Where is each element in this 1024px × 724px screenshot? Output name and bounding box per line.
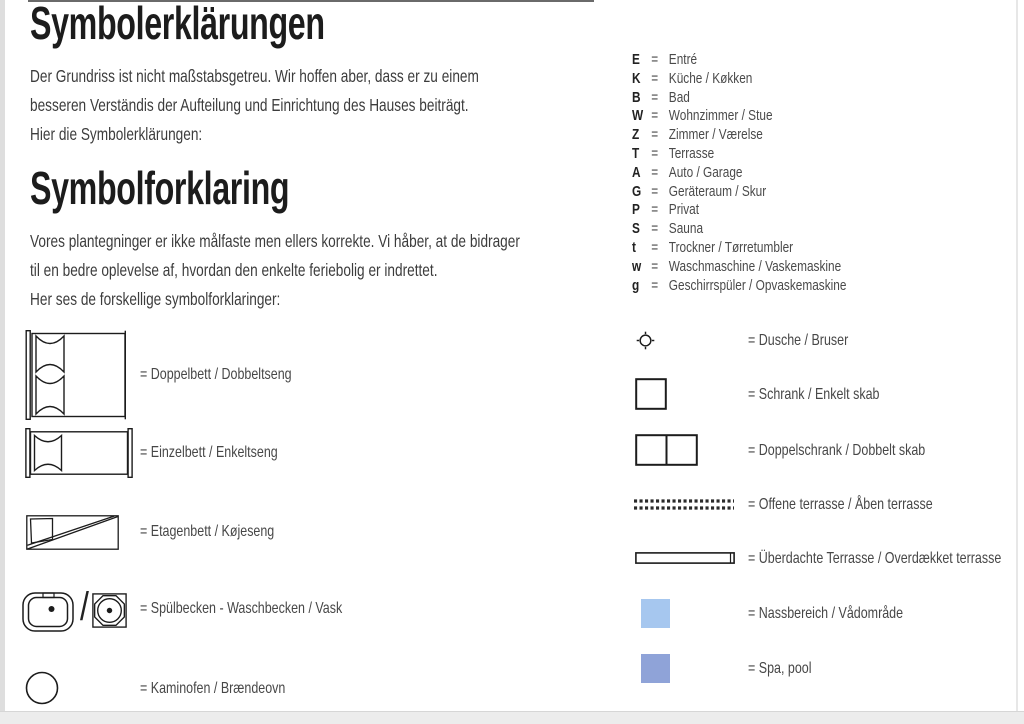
single-cabinet-label: = Schrank / Enkelt skab: [748, 386, 880, 403]
single-bed-icon: [24, 428, 134, 478]
equals-sign: =: [651, 52, 659, 68]
code-label: Terrasse: [668, 145, 715, 162]
intro-german: [30, 62, 605, 149]
code-letter: A: [632, 164, 641, 181]
code-letter: B: [632, 89, 641, 106]
equals-sign: =: [651, 277, 659, 294]
code-label: Geschirrspüler / Opvaskemaskine: [668, 277, 847, 294]
code-letter: w: [632, 258, 642, 275]
single-bed-label: = Einzelbett / Enkeltseng: [140, 444, 278, 461]
page-bottom-edge: [0, 711, 1024, 724]
code-letter: Z: [632, 127, 640, 144]
code-label: Trockner / Tørretumbler: [668, 239, 794, 256]
spa-pool-icon: [641, 654, 670, 683]
letter-code-row: [632, 164, 846, 183]
title-danish-text: Symbolforklaring: [30, 162, 290, 214]
page-right-edge: [1016, 0, 1018, 711]
sink-label: = Spülbecken - Waschbecken / Vask: [140, 600, 343, 617]
shower-label: = Dusche / Bruser: [748, 332, 849, 349]
wood-stove-label: = Kaminofen / Brændeovn: [140, 680, 286, 697]
covered-terrace-label: = Überdachte Terrasse / Overdækket terrasse: [748, 550, 1002, 567]
wet-area-icon: [641, 599, 670, 628]
double-cabinet-label: = Doppelschrank / Dobbelt skab: [748, 442, 926, 459]
letter-code-row: [632, 145, 846, 164]
intro-german-line1: Der Grundriss ist nicht maßstabsgetreu. Wir hoffen aber, dass er zu einem: [30, 66, 479, 86]
letter-code-row: [632, 107, 846, 126]
code-label: Bad: [668, 89, 690, 106]
intro-danish-line1: Vores plantegninger er ikke målfaste men ellers korrekte. Vi håber, at de bidrager: [30, 231, 520, 251]
intro-german-line3: Hier die Symbolerklärungen:: [30, 124, 203, 144]
equals-sign: =: [651, 239, 659, 256]
equals-sign: =: [651, 145, 659, 162]
double-cabinet-icon: [635, 434, 698, 466]
code-label: Küche / Køkken: [668, 70, 753, 87]
slash-separator: /: [80, 585, 89, 629]
letter-code-row: [632, 89, 846, 108]
letter-code-row: [632, 126, 846, 145]
letter-code-row: [632, 220, 846, 239]
open-terrace-icon: [634, 498, 734, 511]
equals-sign: =: [651, 89, 659, 106]
letter-code-row: [632, 239, 846, 258]
code-letter: K: [632, 70, 641, 87]
open-terrace-label: = Offene terrasse / Åben terrasse: [748, 496, 933, 513]
washbasin-icon: [92, 593, 127, 628]
wet-area-label: = Nassbereich / Vådområde: [748, 605, 904, 622]
intro-danish-line3: Her ses de forskellige symbolforklaringer:: [30, 289, 281, 309]
title-german-text: Symbolerklärungen: [30, 0, 325, 49]
letter-code-row: [632, 277, 846, 296]
letter-code-row: [632, 70, 846, 89]
code-label: Auto / Garage: [668, 164, 743, 181]
equals-sign: =: [651, 164, 659, 181]
letter-code-row: [632, 183, 846, 202]
equals-sign: =: [651, 202, 659, 219]
kitchen-sink-icon: [22, 589, 75, 632]
letter-code-row: [632, 258, 846, 277]
equals-sign: =: [651, 183, 659, 200]
code-label: Wohnzimmer / Stue: [668, 108, 773, 125]
code-letter: W: [632, 108, 644, 125]
code-letter: E: [632, 52, 640, 68]
wood-stove-icon: [25, 671, 59, 705]
letter-code-row: [632, 201, 846, 220]
page-left-edge: [0, 0, 5, 724]
double-bed-label: = Doppelbett / Dobbeltseng: [140, 366, 292, 383]
code-letter: t: [632, 239, 636, 256]
letter-code-list: [632, 51, 846, 295]
code-label: Geräteraum / Skur: [668, 183, 767, 200]
code-letter: S: [632, 221, 640, 238]
equals-sign: =: [651, 221, 659, 238]
intro-danish-line2: til en bedre oplevelse af, hvordan den enkelte feriebolig er indrettet.: [30, 260, 438, 280]
equals-sign: =: [651, 127, 659, 144]
code-label: Waschmaschine / Vaskemaskine: [668, 258, 842, 275]
title-danish: [30, 164, 400, 212]
code-letter: T: [632, 145, 640, 162]
code-letter: G: [632, 183, 642, 200]
code-label: Entré: [668, 52, 698, 68]
covered-terrace-icon: [635, 552, 735, 564]
bunk-bed-label: = Etagenbett / Køjeseng: [140, 523, 275, 540]
code-letter: P: [632, 202, 640, 219]
letter-code-row: [632, 51, 846, 70]
shower-icon: [636, 331, 655, 350]
code-label: Sauna: [668, 221, 704, 238]
code-letter: g: [632, 277, 640, 294]
equals-sign: =: [651, 258, 659, 275]
spa-pool-label: = Spa, pool: [748, 660, 812, 677]
title-german: [30, 0, 451, 47]
equals-sign: =: [651, 108, 659, 125]
double-bed-icon: [24, 330, 128, 420]
code-label: Privat: [668, 202, 700, 219]
bunk-bed-icon: [26, 512, 119, 550]
equals-sign: =: [651, 70, 659, 87]
intro-danish: [30, 227, 658, 314]
code-label: Zimmer / Værelse: [668, 127, 763, 144]
single-cabinet-icon: [635, 378, 667, 410]
intro-german-line2: besseren Verständis der Aufteilung und Einrichtung des Hauses beiträgt.: [30, 95, 469, 115]
